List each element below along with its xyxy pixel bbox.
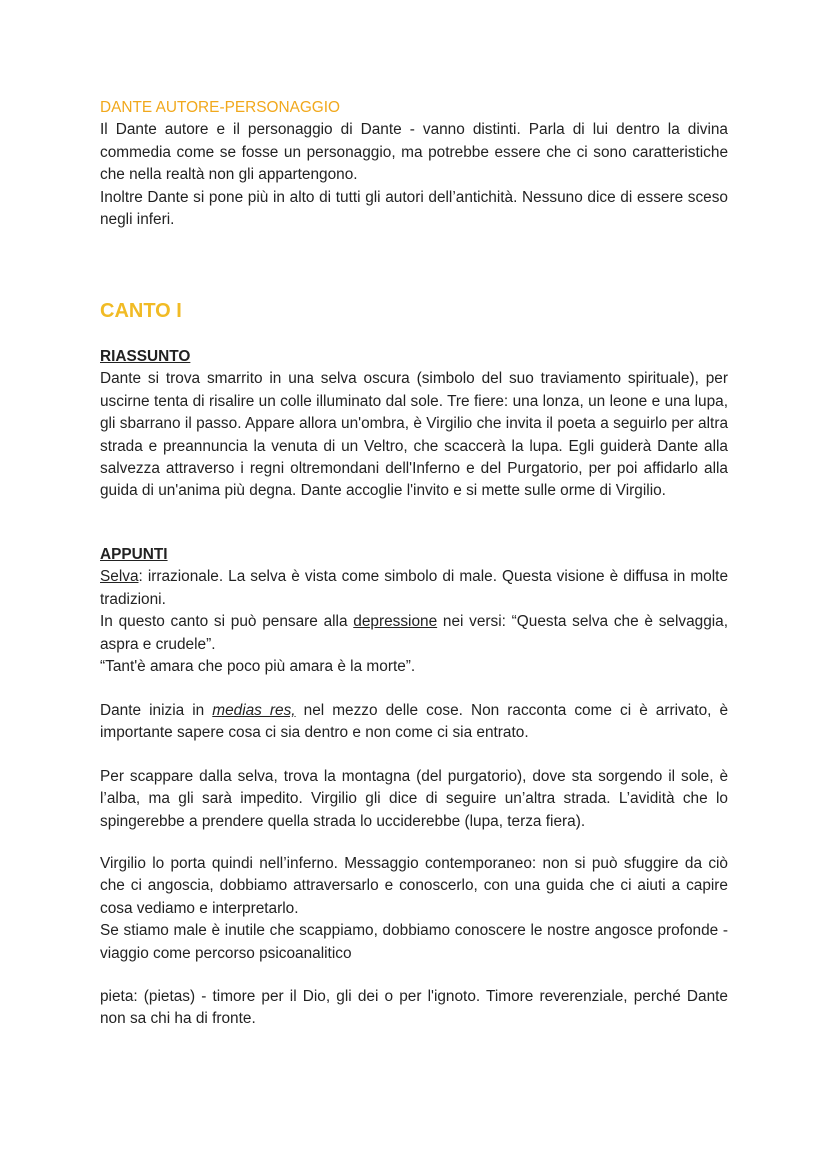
riassunto-heading: RIASSUNTO: [100, 348, 191, 365]
medias-res-paragraph: [100, 700, 728, 745]
quote-paragraph: “Tant'è amara che poco più amara è la morte”.: [100, 658, 416, 676]
intro-title: DANTE AUTORE-PERSONAGGIO: [100, 99, 341, 116]
inferno-paragraph: Virgilio lo porta quindi nell’inferno. Messaggio contemporaneo: non si può sfuggire da ciò che ci angoscia, dobbiamo attraversarlo e conoscerlo, con una guida che ci aiuti a capire cosa vediamo e interpretarlo.: [100, 855, 728, 917]
medias-res-section: [100, 700, 728, 745]
selva-paragraph: [100, 566, 728, 611]
medias-post: nel mezzo delle cose. Non racconta come ci è arrivato, è importante sapere cosa ci sia dentro e non come ci sia entrato.: [100, 702, 729, 742]
intro-section: [100, 97, 728, 231]
depressione-pre: In questo canto si può pensare alla: [100, 613, 354, 631]
pieta-section: [100, 986, 728, 1031]
scappare-paragraph: Per scappare dalla selva, trova la montagna (del purgatorio), dove sta sorgendo il sole, è l’alba, ma gli sarà impedito. Virgilio gli dice di seguire un’altra strada. L’avidità che lo spingerebbe a prendere quella strada lo ucciderebbe (lupa, terza fiera).: [100, 768, 728, 830]
depressione-term: depressione: [353, 613, 438, 631]
selva-term: Selva: [100, 568, 139, 586]
depressione-paragraph: [100, 611, 728, 656]
scappare-section: [100, 766, 728, 833]
medias-term: medias res,: [212, 702, 296, 719]
appunti-heading: APPUNTI: [100, 546, 168, 563]
riassunto-text: Dante si trova smarrito in una selva oscura (simbolo del suo traviamento spirituale), per uscirne tenta di risalire un colle illuminato dal sole. Tre fiere: una lonza, un leone e una lupa, gli sbarrano il passo. Appare allora un'ombra, è Virgilio che invita il poeta a seguirlo per altra strada e preannuncia la venuta di un Veltro, che scaccerà la lupa. Egli guiderà Dante alla salvezza attraverso i regni oltremondani dell'Inferno e del Purgatorio, per poi affidarlo alla guida di un'anima più degna. Dante accoglie l'invito e si mette sulle orme di Virgilio.: [100, 370, 728, 500]
inferno-section: [100, 853, 728, 965]
canto-title: CANTO I: [100, 300, 182, 322]
intro-paragraph-1: Il Dante autore e il personaggio di Dante - vanno distinti. Parla di lui dentro la divina commedia come se fosse un personaggio, ma potrebbe essere che ci sono caratteristiche che nella realtà non gli appartengono.: [100, 121, 728, 184]
male-paragraph: Se stiamo male è inutile che scappiamo, dobbiamo conoscere le nostre angosce profonde - viaggio come percorso psicoanalitico: [100, 922, 728, 962]
riassunto-section: [100, 346, 728, 503]
pieta-paragraph: pieta: (pietas) - timore per il Dio, gli dei o per l'ignoto. Timore reverenziale, perché Dante non sa chi ha di fronte.: [100, 988, 728, 1028]
depressione-post: nei versi: “Questa selva che è selvaggia, aspra e crudele”.: [100, 613, 729, 653]
selva-text: : irrazionale. La selva è vista come simbolo di male. Questa visione è diffusa in molte tradizioni.: [100, 568, 728, 608]
canto-section: [100, 298, 728, 324]
intro-paragraph-2: Inoltre Dante si pone più in alto di tutti gli autori dell’antichità. Nessuno dice di essere sceso negli inferi.: [100, 188, 728, 229]
appunti-section: [100, 544, 728, 678]
medias-pre: Dante inizia in: [100, 702, 213, 719]
